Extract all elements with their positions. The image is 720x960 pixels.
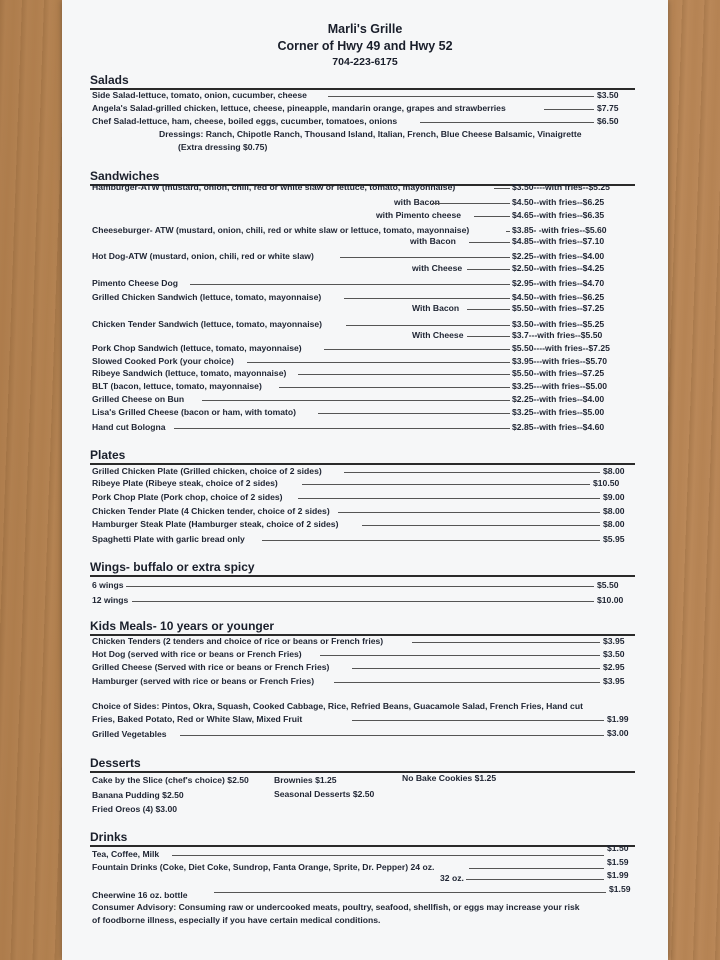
drink-cheerwine: Cheerwine 16 oz. bottle <box>92 890 188 900</box>
leader-line <box>340 257 510 258</box>
item-price: $2.85--with fries--$4.60 <box>512 422 605 432</box>
restaurant-phone: 704-223-6175 <box>332 56 398 68</box>
leader-line <box>467 336 510 337</box>
item-price: $3.85- -with fries--$5.60 <box>512 225 607 235</box>
restaurant-name: Marli's Grille <box>327 22 403 36</box>
menu-item: Angela's Salad-grilled chicken, lettuce, cheese, pineapple, mandarin orange, grapes and strawberries <box>92 103 506 113</box>
leader-line <box>338 512 600 513</box>
dessert-seasonal: Seasonal Desserts $2.50 <box>274 789 375 799</box>
item-price: $3.95 <box>603 636 625 646</box>
item-price: $2.25--with fries--$4.00 <box>512 251 605 261</box>
menu-item: Pork Chop Sandwich (lettuce, tomato, mayonnaise) <box>92 343 302 353</box>
item-price: $4.65--with fries--$6.35 <box>512 210 605 220</box>
item-price: $3.50--with fries--$5.25 <box>512 319 605 329</box>
leader-line <box>412 642 600 643</box>
menu-item: Grilled Chicken Sandwich (lettuce, tomato, mayonnaise) <box>92 292 322 302</box>
item-price: $10.50 <box>593 478 620 488</box>
leader-line <box>420 122 594 123</box>
menu-item: with Bacon <box>410 236 456 246</box>
menu-item: Spaghetti Plate with garlic bread only <box>92 534 245 544</box>
item-price: $2.25--with fries--$4.00 <box>512 394 605 404</box>
menu-item: Chef Salad-lettuce, ham, cheese, boiled eggs, cucumber, tomatoes, onions <box>92 116 398 126</box>
drink-32oz: 32 oz. <box>440 873 464 883</box>
drink-fountain-price: $1.59 <box>607 857 629 867</box>
leader-line <box>494 188 510 189</box>
leader-line <box>466 879 604 880</box>
item-price: $3.50----with fries--$5.25 <box>512 182 610 192</box>
item-price: $4.50--with fries--$6.25 <box>512 292 605 302</box>
leader-line <box>320 655 600 656</box>
item-price: $5.50--with fries--$7.25 <box>512 368 605 378</box>
leader-line <box>126 586 594 587</box>
grilled-vegetables-price: $3.00 <box>607 728 629 738</box>
item-price: $8.00 <box>603 519 625 529</box>
menu-item: Grilled Chicken Plate (Grilled chicken, choice of 2 sides) <box>92 466 322 476</box>
leader-line <box>344 472 600 473</box>
item-price: $4.85--with fries--$7.10 <box>512 236 605 246</box>
leader-line <box>318 413 510 414</box>
item-price: $3.7---with fries--$5.50 <box>512 330 603 340</box>
dessert-nobake: No Bake Cookies $1.25 <box>402 773 497 783</box>
drink-tea-price: $1.50 <box>607 843 629 853</box>
leader-line <box>174 428 510 429</box>
menu-item: Hot Dog (served with rice or beans or French Fries) <box>92 649 302 659</box>
item-price: $3.25---with fries--$5.00 <box>512 381 608 391</box>
menu-item: With Bacon <box>412 303 460 313</box>
menu-item: Cheeseburger- ATW (mustard, onion, chili, red or white slaw or lettuce, tomato, mayonnaise) <box>92 225 470 235</box>
item-price: $2.50--with fries--$4.25 <box>512 263 605 273</box>
menu-item: Hot Dog-ATW (mustard, onion, chili, red or white slaw) <box>92 251 314 261</box>
leader-line <box>279 387 510 388</box>
menu-item: Slowed Cooked Pork (your choice) <box>92 356 234 366</box>
leader-line <box>469 868 604 869</box>
sides-price: $1.99 <box>607 714 629 724</box>
leader-line <box>344 298 510 299</box>
drink-fountain: Fountain Drinks (Coke, Diet Coke, Sundrop, Fanta Orange, Sprite, Dr. Pepper) 24 oz. <box>92 862 435 872</box>
item-price: $9.00 <box>603 492 625 502</box>
item-price: $3.50 <box>597 90 619 100</box>
leader-line <box>346 325 510 326</box>
extra-dressing-note: (Extra dressing $0.75) <box>178 142 268 152</box>
leader-line <box>352 668 600 669</box>
menu-item: with Bacon <box>394 197 440 207</box>
menu-item: with Cheese <box>412 263 463 273</box>
menu-item: 12 wings <box>92 595 129 605</box>
item-price: $5.95 <box>603 534 625 544</box>
leader-line <box>474 216 510 217</box>
item-price: $5.50--with fries--$7.25 <box>512 303 605 313</box>
dessert-cake: Cake by the Slice (chef's choice) $2.50 <box>92 775 249 785</box>
section-plates-title: Plates <box>90 449 635 465</box>
leader-line <box>172 855 604 856</box>
leader-line <box>132 601 594 602</box>
sides-list-cont: Fries, Baked Potato, Red or White Slaw, Mixed Fruit <box>92 714 303 724</box>
item-price: $5.50 <box>597 580 619 590</box>
restaurant-location: Corner of Hwy 49 and Hwy 52 <box>277 39 453 53</box>
menu-item: 6 wings <box>92 580 124 590</box>
leader-line <box>328 96 594 97</box>
menu-sheet <box>62 0 668 960</box>
leader-line <box>506 231 510 232</box>
leader-line <box>467 309 510 310</box>
leader-line <box>334 682 600 683</box>
menu-item: Chicken Tender Plate (4 Chicken tender, choice of 2 sides) <box>92 506 330 516</box>
consumer-advisory-cont: of foodborne illness, especially if you have certain medical conditions. <box>92 915 381 925</box>
menu-item: Grilled Cheese (Served with rice or beans or French Fries) <box>92 662 330 672</box>
drink-32oz-price: $1.99 <box>607 870 629 880</box>
menu-item: Ribeye Sandwich (lettuce, tomato, mayonnaise) <box>92 368 287 378</box>
leader-line <box>298 498 600 499</box>
leader-line <box>298 374 510 375</box>
leader-line <box>180 735 604 736</box>
dressings-list: Dressings: Ranch, Chipotle Ranch, Thousand Island, Italian, French, Blue Cheese Balsamic, Vinaigrette <box>159 129 582 139</box>
leader-line <box>214 892 606 893</box>
leader-line <box>202 400 510 401</box>
leader-line <box>324 349 510 350</box>
item-price: $3.50 <box>603 649 625 659</box>
consumer-advisory: Consumer Advisory: Consuming raw or undercooked meats, poultry, seafood, shellfish, or eggs may increase your risk <box>92 902 580 912</box>
menu-item: Side Salad-lettuce, tomato, onion, cucumber, cheese <box>92 90 307 100</box>
leader-line <box>190 284 510 285</box>
menu-item: Pimento Cheese Dog <box>92 278 178 288</box>
item-price: $8.00 <box>603 466 625 476</box>
drink-tea: Tea, Coffee, Milk <box>92 849 160 859</box>
menu-item: with Pimento cheese <box>376 210 462 220</box>
menu-item: Pork Chop Plate (Pork chop, choice of 2 sides) <box>92 492 283 502</box>
section-wings-title: Wings- buffalo or extra spicy <box>90 561 635 577</box>
item-price: $7.75 <box>597 103 619 113</box>
menu-item: Ribeye Plate (Ribeye steak, choice of 2 sides) <box>92 478 278 488</box>
leader-line <box>262 540 600 541</box>
dessert-oreos: Fried Oreos (4) $3.00 <box>92 804 178 814</box>
item-price: $3.95---with fries--$5.70 <box>512 356 608 366</box>
leader-line <box>544 109 594 110</box>
leader-line <box>247 362 510 363</box>
menu-item: BLT (bacon, lettuce, tomato, mayonnaise) <box>92 381 262 391</box>
leader-line <box>432 203 510 204</box>
section-drinks-title: Drinks <box>90 831 635 847</box>
item-price: $3.25--with fries--$5.00 <box>512 407 605 417</box>
drink-cheerwine-price: $1.59 <box>609 884 631 894</box>
leader-line <box>469 242 510 243</box>
item-price: $4.50--with fries--$6.25 <box>512 197 605 207</box>
section-salads-title: Salads <box>90 74 635 90</box>
item-price: $6.50 <box>597 116 619 126</box>
item-price: $2.95--with fries--$4.70 <box>512 278 605 288</box>
sides-list: Choice of Sides: Pintos, Okra, Squash, Cooked Cabbage, Rice, Refried Beans, Guacamole Salad, French Fries, Hand cut <box>92 701 583 711</box>
menu-item: Hamburger Steak Plate (Hamburger steak, choice of 2 sides) <box>92 519 339 529</box>
item-price: $10.00 <box>597 595 624 605</box>
item-price: $8.00 <box>603 506 625 516</box>
leader-line <box>362 525 600 526</box>
leader-line <box>302 484 590 485</box>
menu-item: Hamburger (served with rice or beans or French Fries) <box>92 676 315 686</box>
section-kids-title: Kids Meals- 10 years or younger <box>90 620 635 636</box>
menu-item: With Cheese <box>412 330 464 340</box>
menu-item: Chicken Tenders (2 tenders and choice of rice or beans or French fries) <box>92 636 384 646</box>
menu-item: Lisa's Grilled Cheese (bacon or ham, with tomato) <box>92 407 297 417</box>
dessert-banana: Banana Pudding $2.50 <box>92 790 184 800</box>
menu-item: Chicken Tender Sandwich (lettuce, tomato, mayonnaise) <box>92 319 323 329</box>
item-price: $3.95 <box>603 676 625 686</box>
section-sandwiches-title: Sandwiches <box>90 170 635 186</box>
menu-item: Hamburger-ATW (mustard, onion, chili, red or white slaw or lettuce, tomato, mayonnaise) <box>92 182 456 192</box>
section-desserts-title: Desserts <box>90 757 635 773</box>
item-price: $5.50----with fries--$7.25 <box>512 343 610 353</box>
leader-line <box>467 269 510 270</box>
menu-item: Grilled Cheese on Bun <box>92 394 185 404</box>
dessert-brownies: Brownies $1.25 <box>274 775 337 785</box>
grilled-vegetables: Grilled Vegetables <box>92 729 167 739</box>
leader-line <box>352 720 604 721</box>
item-price: $2.95 <box>603 662 625 672</box>
menu-item: Hand cut Bologna <box>92 422 166 432</box>
